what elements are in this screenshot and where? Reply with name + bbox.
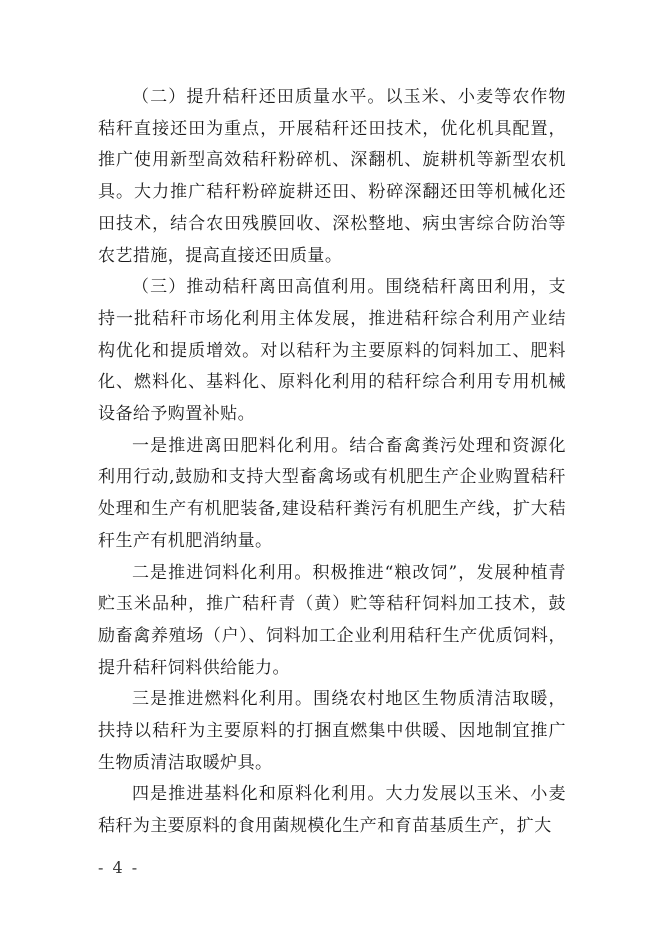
paragraph-straw-off-field-use: （三）推动秸秆离田高值利用。围绕秸秆离田利用，支持一批秸秆市场化利用主体发展，推进秸秆综合利用产业结构优化和提质增效。对以秸秆为主要原料的饲料加工、肥料化、燃料化、基料化、原料化利用的秸秆综合利用专用机械设备给予购置补贴。 bbox=[98, 277, 566, 425]
paragraph-straw-return-quality: （二）提升秸秆还田质量水平。以玉米、小麦等农作物秸秆直接还田为重点，开展秸秆还田技术，优化机具配置，推广使用新型高效秸秆粉碎机、深翻机、旋耕机等新型农机具。大力推广秸秆粉碎旋耕还田、粉碎深翻还田等机械化还田技术，结合农田残膜回收、深松整地、病虫害综合防治等农艺措施，提高直接还田质量。 bbox=[98, 87, 566, 266]
paragraph-fertilizer-use: 一是推进离田肥料化利用。结合畜禽粪污处理和资源化利用行动,鼓励和支持大型畜禽场或有机肥生产企业购置秸秆处理和生产有机肥装备,建设秸秆粪污有机肥生产线，扩大秸秆生产有机肥消纳量。 bbox=[98, 435, 566, 551]
paragraph-substrate-raw-material-use: 四是推进基料化和原料化利用。大力发展以玉米、小麦秸秆为主要原料的食用菌规模化生产和育苗基质生产，扩大 bbox=[98, 784, 566, 837]
page-number: - 4 - bbox=[98, 858, 140, 877]
document-body bbox=[98, 82, 566, 843]
paragraph-feed-use: 二是推进饲料化利用。积极推进“粮改饲”，发展种植青贮玉米品种，推广秸秆青（黄）贮等秸秆饲料加工技术，鼓励畜禽养殖场（户）、饲料加工企业利用秸秆生产优质饲料，提升秸秆饲料供给能力。 bbox=[98, 562, 566, 678]
paragraph-fuel-use: 三是推进燃料化利用。围绕农村地区生物质清洁取暖，扶持以秸秆为主要原料的打捆直燃集中供暖、因地制宜推广生物质清洁取暖炉具。 bbox=[98, 689, 566, 773]
